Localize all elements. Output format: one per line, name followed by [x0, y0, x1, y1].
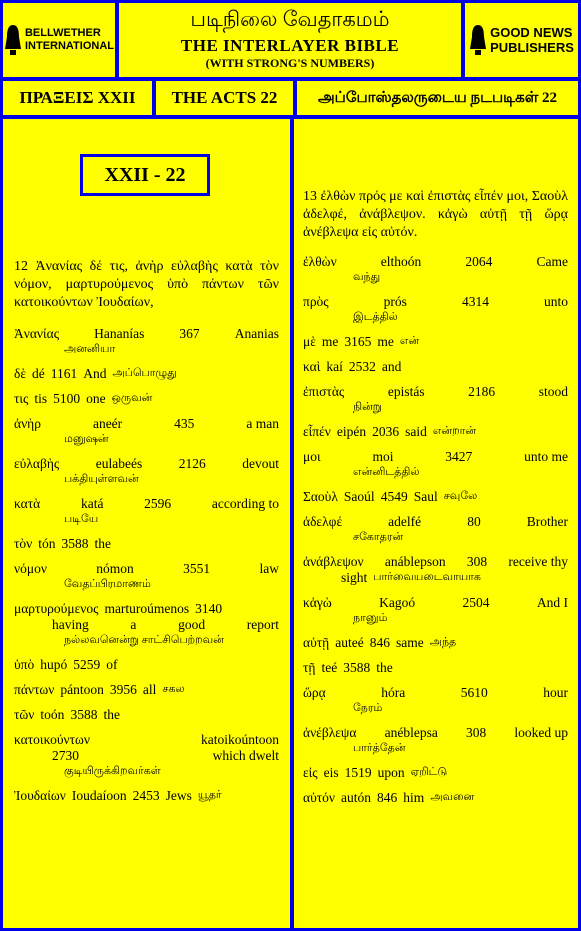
english-gloss: And I: [536, 595, 568, 610]
tamil-gloss: பார்த்தேன்: [353, 742, 406, 754]
word-entry: [303, 424, 568, 440]
tamil-gloss: என்: [399, 335, 420, 347]
word-entry: [14, 788, 279, 804]
english-gloss: said: [405, 424, 427, 439]
transliteration: pántoon: [60, 682, 104, 697]
greek-word: τὸν: [14, 536, 33, 551]
greek-word: Σαοὺλ: [303, 489, 338, 504]
greek-word: τις: [14, 391, 29, 406]
greek-word: Ἰουδαίων: [14, 788, 66, 803]
entry-row: [303, 384, 568, 400]
entry-row: [303, 334, 568, 350]
transliteration: epistás: [387, 384, 425, 399]
transliteration: toón: [40, 707, 65, 722]
entry-row: [303, 725, 568, 741]
transliteration: elthoón: [380, 254, 422, 269]
book-english-text: THE ACTS 22: [171, 88, 278, 107]
word-entry: [14, 601, 279, 648]
tamil-gloss: வந்து: [353, 271, 381, 283]
word-entry: [14, 456, 279, 487]
transliteration: teé: [321, 660, 338, 675]
bellwether-logo-box: [0, 0, 118, 80]
book-tamil-label: [294, 78, 581, 118]
tamil-gloss: ஏறிட்டு: [410, 766, 448, 778]
tamil-gloss: சகல: [162, 683, 185, 695]
tamil-gloss: சகோதரன்: [353, 531, 404, 543]
english-gloss: law: [259, 561, 279, 576]
strongs-number: 3956: [109, 682, 137, 697]
english-gloss: Saul: [413, 489, 438, 504]
entry-row: [303, 294, 568, 310]
transliteration: eulabeés: [95, 456, 143, 471]
verse-13: 13 ἐλθὼν πρός με καὶ ἐπιστὰς εἶπέν μοι, Σαοὺλ ἀδελφέ, ἀνάβλεψον. κἀγὼ αὐτῇ τῇ ὥρᾳ ἀνέβλεψα εἰς αὐτόν.: [303, 189, 568, 240]
greek-word: κατὰ: [14, 496, 41, 511]
english-gloss: upon: [377, 765, 405, 780]
english-gloss: devout: [242, 456, 279, 471]
transliteration: nómon: [96, 561, 134, 576]
greek-word: καὶ: [303, 359, 321, 374]
logo-line-1: BELLWETHER: [24, 27, 101, 39]
english-gloss: all: [142, 682, 157, 697]
strongs-number: 1161: [50, 366, 78, 381]
strongs-number: 2596: [144, 496, 172, 511]
english-gloss: hour: [543, 685, 568, 700]
transliteration: katoikoúntoon: [201, 732, 279, 747]
transliteration: autón: [341, 790, 372, 805]
word-entry: [303, 359, 568, 375]
strongs-number: 3140: [195, 601, 223, 616]
english-gloss: looked up: [514, 725, 568, 740]
greek-word: ἀνέβλεψα: [303, 725, 357, 740]
english-gloss: a man: [246, 416, 279, 431]
word-entry: [14, 416, 279, 447]
strongs-number: 5100: [53, 391, 81, 406]
greek-word: μὲ: [303, 334, 316, 349]
bell-icon: [469, 23, 487, 57]
greek-word: ἐλθὼν: [303, 254, 337, 269]
strongs-number: 5610: [460, 685, 488, 700]
entry-row: [303, 635, 568, 651]
english-gloss: And: [83, 366, 107, 381]
transliteration: hupó: [40, 657, 68, 672]
greek-word: δὲ: [14, 366, 27, 381]
tamil-gloss: வேதப்பிரமாணம்: [64, 578, 151, 590]
strongs-number: 2186: [468, 384, 496, 399]
tamil-gloss: சவுலே: [443, 490, 478, 502]
tamil-gloss: அனனியா: [64, 343, 116, 355]
entry-row: [14, 391, 279, 407]
entry-row: [303, 685, 568, 701]
word-entry: [14, 391, 279, 407]
english-gloss: and: [381, 359, 402, 374]
book-greek-label: [0, 78, 155, 118]
strongs-number: 2730: [52, 748, 79, 763]
english-gloss: unto me: [524, 449, 568, 464]
greek-word: ἀνὴρ: [14, 416, 41, 431]
tamil-gloss: நல்லவனென்று சாட்சிபெற்றவன்: [64, 634, 224, 646]
transliteration: Hananías: [94, 326, 145, 341]
chapter-label-text: XXII - 22: [104, 163, 186, 186]
word-entry: [303, 635, 568, 651]
strongs-number: 2064: [465, 254, 493, 269]
tamil-gloss: பக்தியுள்ளவன்: [64, 473, 139, 485]
word-entry: [14, 682, 279, 698]
word-entry: [303, 384, 568, 415]
entry-row: [303, 449, 568, 465]
right-content: [303, 188, 568, 815]
entry-row: [14, 561, 279, 577]
strongs-number: 435: [174, 416, 195, 431]
entry-row: [14, 496, 279, 512]
strongs-number: 4314: [461, 294, 489, 309]
english-gloss: the: [376, 660, 393, 675]
entry-row: [14, 416, 279, 432]
strongs-number: 2532: [348, 359, 376, 374]
transliteration: me: [321, 334, 339, 349]
greek-word: εἶπέν: [303, 424, 331, 439]
logo-line-2: PUBLISHERS: [490, 40, 574, 55]
word-entry: [303, 489, 568, 505]
tamil-gloss: குடியிருக்கிறவர்கள்: [64, 765, 161, 777]
greek-word: νόμον: [14, 561, 47, 576]
entry-row: [14, 707, 279, 723]
word-entry: [303, 449, 568, 480]
strongs-number: 3588: [70, 707, 98, 722]
transliteration: dé: [32, 366, 45, 381]
entry-row: [14, 366, 279, 382]
transliteration: anéblepsa: [384, 725, 438, 740]
tamil-gloss: நின்று: [353, 401, 382, 413]
english-gloss: same: [395, 635, 424, 650]
greek-word: μαρτυρούμενος: [14, 601, 99, 616]
right-entries: [303, 254, 568, 806]
english-gloss: him: [403, 790, 425, 805]
strongs-number: 846: [377, 790, 398, 805]
word-entry: [303, 554, 568, 586]
strongs-number: 3165: [344, 334, 372, 349]
title-tamil: படிநிலை வேதாகமம்: [190, 7, 390, 31]
transliteration: katá: [80, 496, 104, 511]
strongs-number: 1519: [344, 765, 372, 780]
greek-word: ὑπὸ: [14, 657, 35, 672]
entry-row: [303, 424, 568, 440]
greek-word: ἐπιστὰς: [303, 384, 345, 399]
tamil-gloss: அவனை: [430, 791, 475, 803]
book-english-label: [153, 78, 296, 118]
word-entry: [14, 536, 279, 552]
word-entry: [14, 366, 279, 382]
word-entry: [303, 685, 568, 716]
word-entry: [14, 496, 279, 527]
transliteration: prós: [383, 294, 407, 309]
english-gloss: unto: [543, 294, 568, 309]
transliteration: aneér: [92, 416, 123, 431]
english-gloss: Came: [536, 254, 568, 269]
tamil-gloss: யூதர்: [197, 789, 222, 801]
tamil-gloss: பார்வையடைவாயாக: [373, 571, 481, 583]
english-gloss: Jews: [165, 788, 192, 803]
entry-row: [303, 514, 568, 530]
greek-word: κἀγὼ: [303, 595, 332, 610]
greek-word: ἀνάβλεψον: [303, 554, 364, 569]
entry-row: [14, 788, 279, 804]
page-subtitle: (WITH STRONG'S NUMBERS): [205, 56, 375, 70]
word-entry: [303, 514, 568, 545]
transliteration: eis: [323, 765, 339, 780]
transliteration: hóra: [381, 685, 406, 700]
entry-row: [14, 326, 279, 342]
entry-row: [14, 657, 279, 673]
greek-word: πρὸς: [303, 294, 329, 309]
transliteration: marturoúmenos: [104, 601, 190, 616]
chapter-label: [80, 154, 210, 196]
strongs-number: 2036: [372, 424, 400, 439]
word-entry: [14, 707, 279, 723]
word-entry: [303, 765, 568, 781]
english-gloss: which dwelt: [212, 748, 279, 763]
tamil-gloss: மனுஷன்: [64, 433, 109, 445]
entry-row: [14, 732, 279, 748]
entry-row: [14, 456, 279, 472]
tamil-gloss: என்னிடத்தில்: [353, 466, 420, 478]
word-entry: [303, 595, 568, 626]
page-title: THE INTERLAYER BIBLE: [180, 36, 400, 55]
english-gloss: Ananias: [234, 326, 279, 341]
transliteration: auteé: [335, 635, 364, 650]
english-gloss: one: [86, 391, 106, 406]
entry-row: [14, 682, 279, 698]
strongs-number: 3588: [61, 536, 89, 551]
greek-word: ἀδελφέ: [303, 514, 343, 529]
left-entries: [14, 326, 279, 804]
greek-word: μοι: [303, 449, 321, 464]
english-gloss: Brother: [526, 514, 568, 529]
logo-line-2: INTERNATIONAL: [24, 40, 114, 52]
strongs-number: 308: [465, 725, 487, 740]
english-gloss: according to: [211, 496, 279, 511]
entry-row: [303, 595, 568, 611]
strongs-number: 4549: [380, 489, 408, 504]
english-gloss: the: [94, 536, 112, 551]
entry-row: [14, 536, 279, 552]
entry-row-2: [303, 570, 568, 586]
greek-word: Ἀνανίας: [14, 326, 60, 341]
bell-icon: [4, 23, 22, 57]
strongs-number: 5259: [73, 657, 101, 672]
tamil-gloss: நேரம்: [353, 702, 383, 714]
goodnews-logo-box: [462, 0, 581, 80]
transliteration: moi: [372, 449, 394, 464]
entry-row: [303, 489, 568, 505]
greek-word: εἰς: [303, 765, 318, 780]
english-gloss-cont: sight: [341, 570, 368, 585]
strongs-number: 367: [179, 326, 200, 341]
greek-word: ὥρᾳ: [303, 685, 326, 700]
tamil-gloss: அப்பொழுது: [112, 367, 177, 379]
word-entry: [303, 790, 568, 806]
transliteration: Saoúl: [343, 489, 375, 504]
strongs-number: 846: [369, 635, 390, 650]
greek-word: αὐτόν: [303, 790, 336, 805]
entry-row: [303, 765, 568, 781]
greek-word: τῶν: [14, 707, 35, 722]
english-gloss: me: [377, 334, 394, 349]
word-entry: [303, 725, 568, 756]
word-entry: [303, 294, 568, 325]
entry-row: [303, 359, 568, 375]
transliteration: kaí: [326, 359, 343, 374]
strongs-number: 2504: [462, 595, 490, 610]
english-gloss: of: [106, 657, 118, 672]
tamil-gloss: நானும்: [353, 612, 388, 624]
strongs-number: 3551: [183, 561, 211, 576]
transliteration: adelfé: [388, 514, 422, 529]
title-box: [116, 0, 464, 80]
tamil-gloss: இடத்தில்: [353, 311, 398, 323]
greek-word: τῇ: [303, 660, 316, 675]
book-greek-text: ΠΡΑΞΕΙΣ XXII: [19, 88, 136, 107]
word-entry: [14, 657, 279, 673]
strongs-number: 3427: [445, 449, 473, 464]
english-gloss: receive thy: [508, 554, 568, 569]
tamil-gloss: படியே: [64, 513, 99, 525]
entry-row: [303, 790, 568, 806]
word-entry: [14, 326, 279, 357]
english-gloss: the: [103, 707, 120, 722]
transliteration: eipén: [336, 424, 367, 439]
entry-row: [303, 554, 568, 570]
transliteration: tis: [34, 391, 48, 406]
entry-row: [303, 660, 568, 676]
strongs-number: 2453: [132, 788, 160, 803]
tamil-gloss: ஒருவன்: [111, 392, 153, 404]
entry-row: [303, 254, 568, 270]
greek-word: πάντων: [14, 682, 55, 697]
transliteration: anáblepson: [384, 554, 446, 569]
word-entry: [303, 254, 568, 285]
strongs-number: 3588: [343, 660, 371, 675]
strongs-number: 2126: [178, 456, 206, 471]
book-tamil-text: அப்போஸ்தலருடைய நடபடிகள் 22: [317, 89, 557, 106]
entry-row-2: [14, 748, 279, 764]
english-gloss: having a good report: [52, 617, 279, 632]
greek-word: εὐλαβὴς: [14, 456, 60, 471]
tamil-gloss: அந்த: [429, 636, 457, 648]
word-entry: [303, 334, 568, 350]
transliteration: Kagoó: [379, 595, 416, 610]
english-gloss: stood: [538, 384, 568, 399]
greek-word: αὐτῇ: [303, 635, 330, 650]
strongs-number: 80: [467, 514, 481, 529]
greek-word: κατοικούντων: [14, 732, 91, 747]
verse-12: 12 Ἀνανίας δέ τις, ἀνὴρ εὐλαβὴς κατὰ τὸν νόμον, μαρτυρούμενος ὑπὸ πάντων τῶν κατοικούντων Ἰουδαίων,: [14, 259, 279, 310]
logo-line-1: GOOD NEWS: [490, 25, 573, 40]
word-entry: [303, 660, 568, 676]
entry-row: [14, 601, 279, 617]
word-entry: [14, 732, 279, 779]
transliteration: Ioudaíoon: [71, 788, 127, 803]
transliteration: tón: [38, 536, 56, 551]
tamil-gloss: என்றான்: [432, 425, 477, 437]
word-entry: [14, 561, 279, 592]
strongs-number: 308: [466, 554, 488, 569]
left-content: [14, 258, 279, 813]
